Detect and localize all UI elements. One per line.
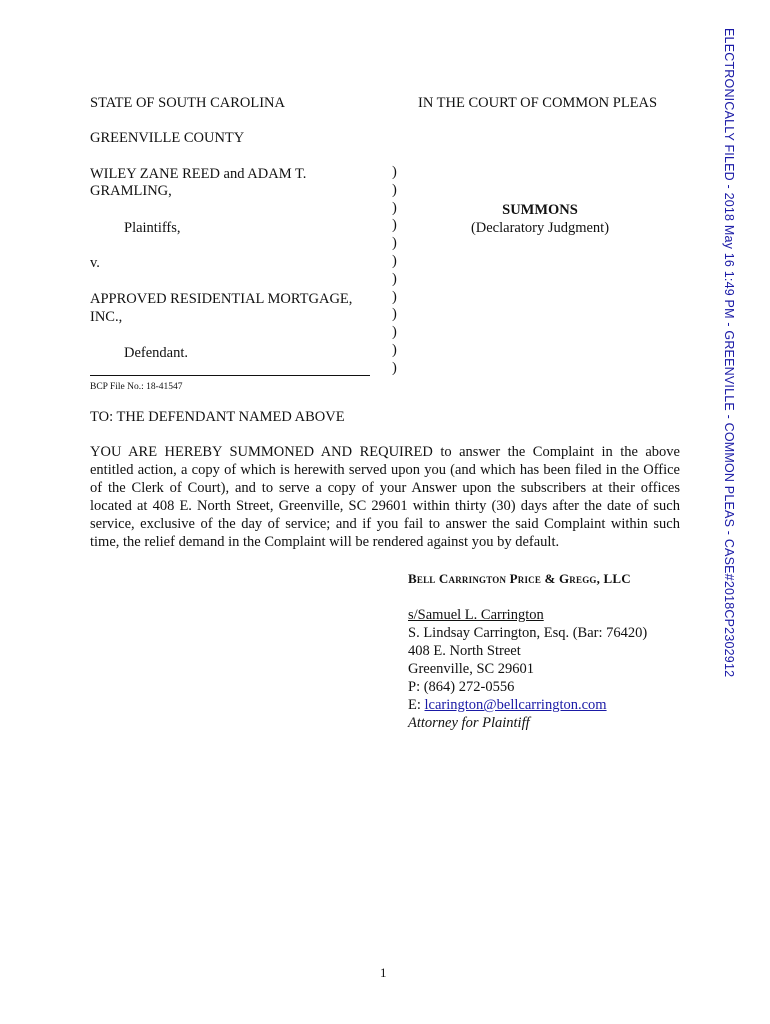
- attorney-role-text: Attorney for Plaintiff: [408, 715, 530, 731]
- law-firm-name: Bell Carrington Price & Gregg, LLC: [408, 571, 631, 586]
- document-subtitle: (Declaratory Judgment): [470, 220, 610, 236]
- county-heading: GREENVILLE COUNTY: [90, 130, 245, 146]
- paren: ): [392, 217, 397, 234]
- paren: ): [392, 181, 397, 198]
- addressee: TO: THE DEFENDANT NAMED ABOVE: [90, 409, 345, 425]
- file-number: BCP File No.: 18-41547: [90, 382, 183, 392]
- paren: ): [392, 235, 397, 252]
- address-line2: Greenville, SC 29601: [408, 661, 535, 677]
- electronic-filing-stamp: ELECTRONICALLY FILED - 2018 May 16 1:49 PM - GREENVILLE - COMMON PLEAS - CASE#2018CP2302912: [722, 28, 736, 678]
- signature: s/Samuel L. Carrington: [408, 607, 544, 623]
- paren: ): [392, 306, 397, 323]
- plaintiffs-names-line2: GRAMLING,: [90, 183, 172, 199]
- state-heading: STATE OF SOUTH CAROLINA: [90, 95, 285, 111]
- paren: ): [392, 359, 397, 376]
- plaintiffs-names-line1: WILEY ZANE REED and ADAM T.: [90, 166, 307, 182]
- defendant-name-line2: INC.,: [90, 309, 123, 325]
- caption-divider: [90, 375, 370, 376]
- page-number: 1: [380, 965, 387, 980]
- paren: ): [392, 164, 397, 180]
- paren: ): [392, 341, 397, 358]
- attorney-name: S. Lindsay Carrington, Esq. (Bar: 76420): [408, 625, 648, 641]
- defendant-role: Defendant.: [124, 345, 189, 361]
- paren: ): [392, 270, 397, 287]
- address-line1: 408 E. North Street: [408, 643, 521, 659]
- summons-body: YOU ARE HEREBY SUMMONED AND REQUIRED to answer the Complaint in the above entitled action, a copy of which is herewith served upon you (and which has been filed in the Office of the Clerk of Court), and to serve a copy of your Answer upon the subscribers at their offices located at 408 E. North Street, Greenville, SC 29601 within thirty (30) days after the date of such service, exclusive of the day of service; and if you fail to answer the said Complaint within such time, the relief demand in the Complaint will be rendered against you by default.: [90, 444, 680, 550]
- email-prefix: E:: [408, 697, 425, 713]
- plaintiffs-role: Plaintiffs,: [124, 220, 181, 236]
- paren: ): [392, 252, 397, 269]
- court-heading: IN THE COURT OF COMMON PLEAS: [418, 95, 658, 111]
- paren: ): [392, 324, 397, 341]
- versus: v.: [90, 255, 100, 271]
- paren: ): [392, 199, 397, 216]
- defendant-name-line1: APPROVED RESIDENTIAL MORTGAGE,: [90, 291, 353, 307]
- email-line: [408, 696, 607, 714]
- phone: P: (864) 272-0556: [408, 679, 515, 695]
- email-link[interactable]: lcarington@bellcarrington.com: [424, 697, 607, 713]
- attorney-role: [408, 714, 530, 732]
- document-title: SUMMONS: [502, 202, 578, 218]
- caption-parentheses: [392, 164, 404, 378]
- paren: ): [392, 288, 397, 305]
